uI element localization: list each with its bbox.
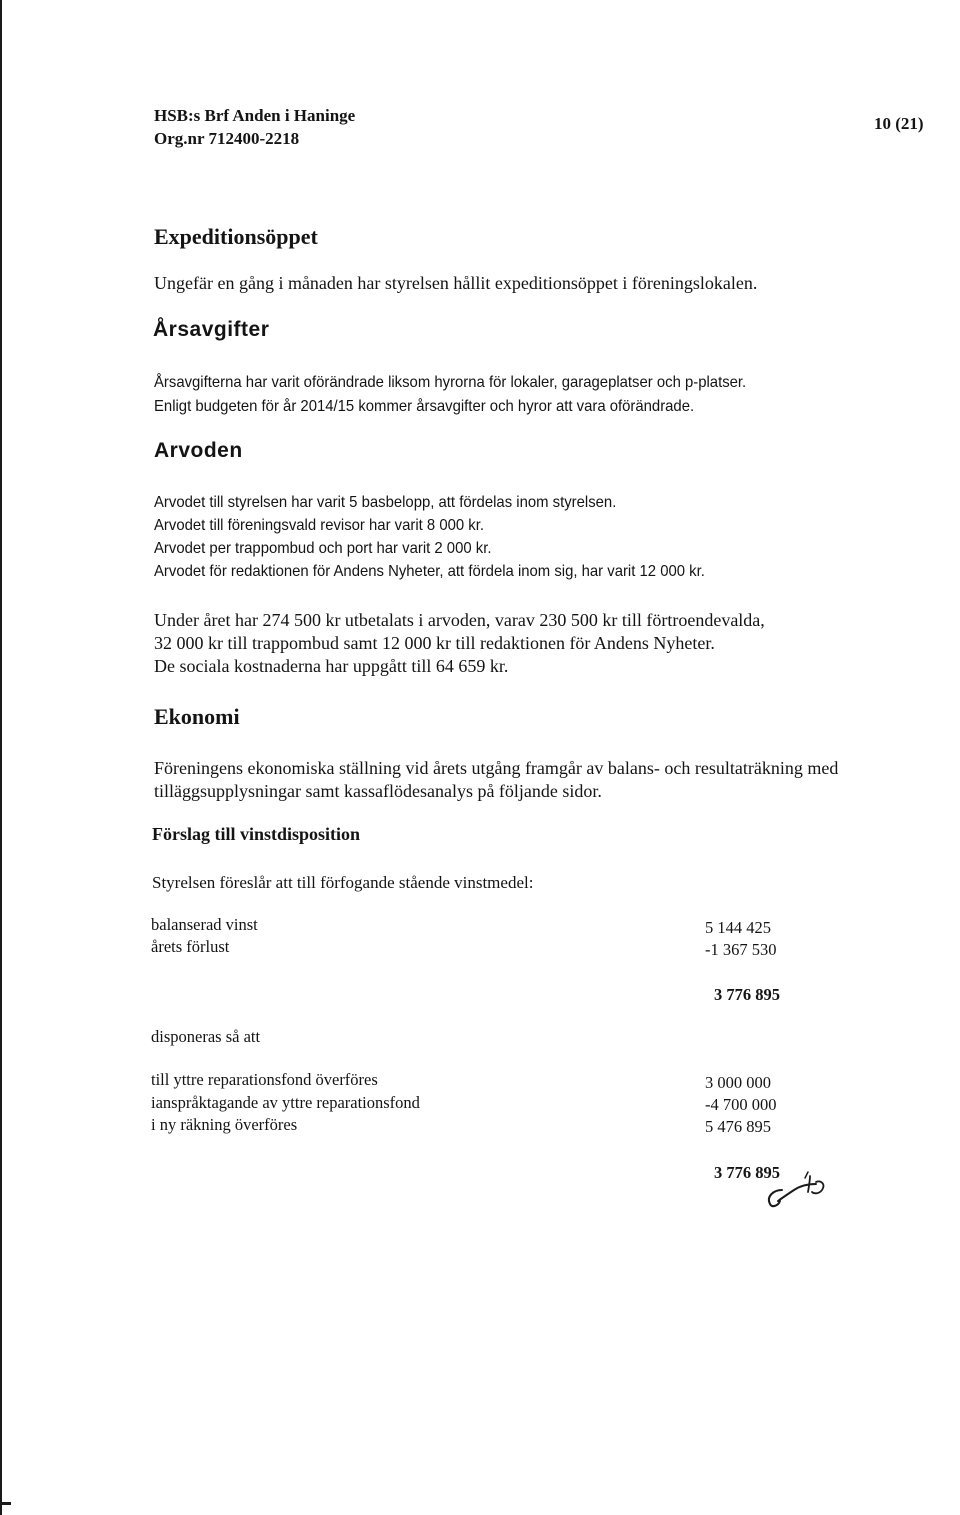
section-heading-ekonomi: Ekonomi	[154, 704, 240, 729]
vinstdisposition-intro: Styrelsen föreslår att till förfogande stående vinstmedel:	[152, 873, 534, 892]
arvoden-line: Arvodet per trappombud och port har varit 2 000 kr.	[154, 540, 492, 557]
item-label-arets-forlust: årets förlust	[151, 937, 230, 956]
item-value-balanserad-vinst: 5 144 425	[705, 918, 771, 937]
organization-name: HSB:s Brf Anden i Haninge	[154, 106, 356, 125]
organization-number: Org.nr 712400-2218	[154, 129, 300, 148]
section-heading-arsavgifter: Årsavgifter	[153, 318, 270, 341]
disposition-label: disponeras så att	[151, 1027, 261, 1046]
disposition-label-reparationsfond: till yttre reparationsfond överföres	[151, 1070, 378, 1089]
arvoden-summary	[154, 609, 765, 678]
arsavgifter-paragraph	[154, 371, 746, 418]
arvoden-summary-line: 32 000 kr till trappombud samt 12 000 kr till redaktionen för Andens Nyheter.	[154, 633, 715, 653]
arsavgifter-line: Årsavgifterna har varit oförändrade liksom hyrorna för lokaler, garageplatser och p-platser.	[154, 374, 747, 391]
ekonomi-line: Föreningens ekonomiska ställning vid årets utgång framgår av balans- och resultaträkning med	[154, 758, 839, 778]
page-left-edge	[0, 0, 2, 1515]
ekonomi-line: tilläggsupplysningar samt kassaflödesanalys på följande sidor.	[154, 781, 602, 801]
arvoden-summary-line: Under året har 274 500 kr utbetalats i arvoden, varav 230 500 kr till förtroendevalda,	[154, 610, 765, 630]
disposition-label-ny-rakning: i ny räkning överföres	[151, 1115, 298, 1134]
subtotal-value: 3 776 895	[714, 985, 780, 1004]
disposition-value-ianspraktagande: -4 700 000	[705, 1095, 777, 1114]
item-value-arets-forlust: -1 367 530	[705, 940, 777, 959]
signature-initials-icon	[758, 1168, 838, 1216]
arvoden-list	[154, 491, 705, 583]
ekonomi-paragraph	[154, 757, 838, 803]
arvoden-summary-line: De sociala kostnaderna har uppgått till 64 659 kr.	[154, 656, 509, 676]
disposition-value-ny-rakning: 5 476 895	[705, 1117, 771, 1136]
total-value: 3 776 895	[714, 1163, 780, 1182]
page-number: 10 (21)	[874, 114, 924, 133]
item-label-balanserad-vinst: balanserad vinst	[151, 915, 258, 934]
expedition-text: Ungefär en gång i månaden har styrelsen hållit expeditionsöppet i föreningslokalen.	[154, 273, 758, 293]
disposition-label-ianspraktagande: ianspråktagande av yttre reparationsfond	[151, 1093, 420, 1112]
section-heading-expedition: Expeditionsöppet	[154, 224, 318, 249]
arsavgifter-line: Enligt budgeten för år 2014/15 kommer årsavgifter och hyror att vara oförändrade.	[154, 397, 695, 415]
section-heading-vinstdisposition: Förslag till vinstdisposition	[152, 824, 361, 844]
arvoden-line: Arvodet för redaktionen för Andens Nyheter, att fördela inom sig, har varit 12 000 kr.	[154, 563, 705, 580]
arvoden-line: Arvodet till styrelsen har varit 5 basbelopp, att fördelas inom styrelsen.	[154, 494, 617, 511]
disposition-value-reparationsfond: 3 000 000	[705, 1073, 771, 1092]
section-heading-arvoden: Arvoden	[154, 439, 243, 462]
arvoden-line: Arvodet till föreningsvald revisor har varit 8 000 kr.	[154, 517, 484, 534]
page-corner-mark	[0, 1502, 11, 1505]
